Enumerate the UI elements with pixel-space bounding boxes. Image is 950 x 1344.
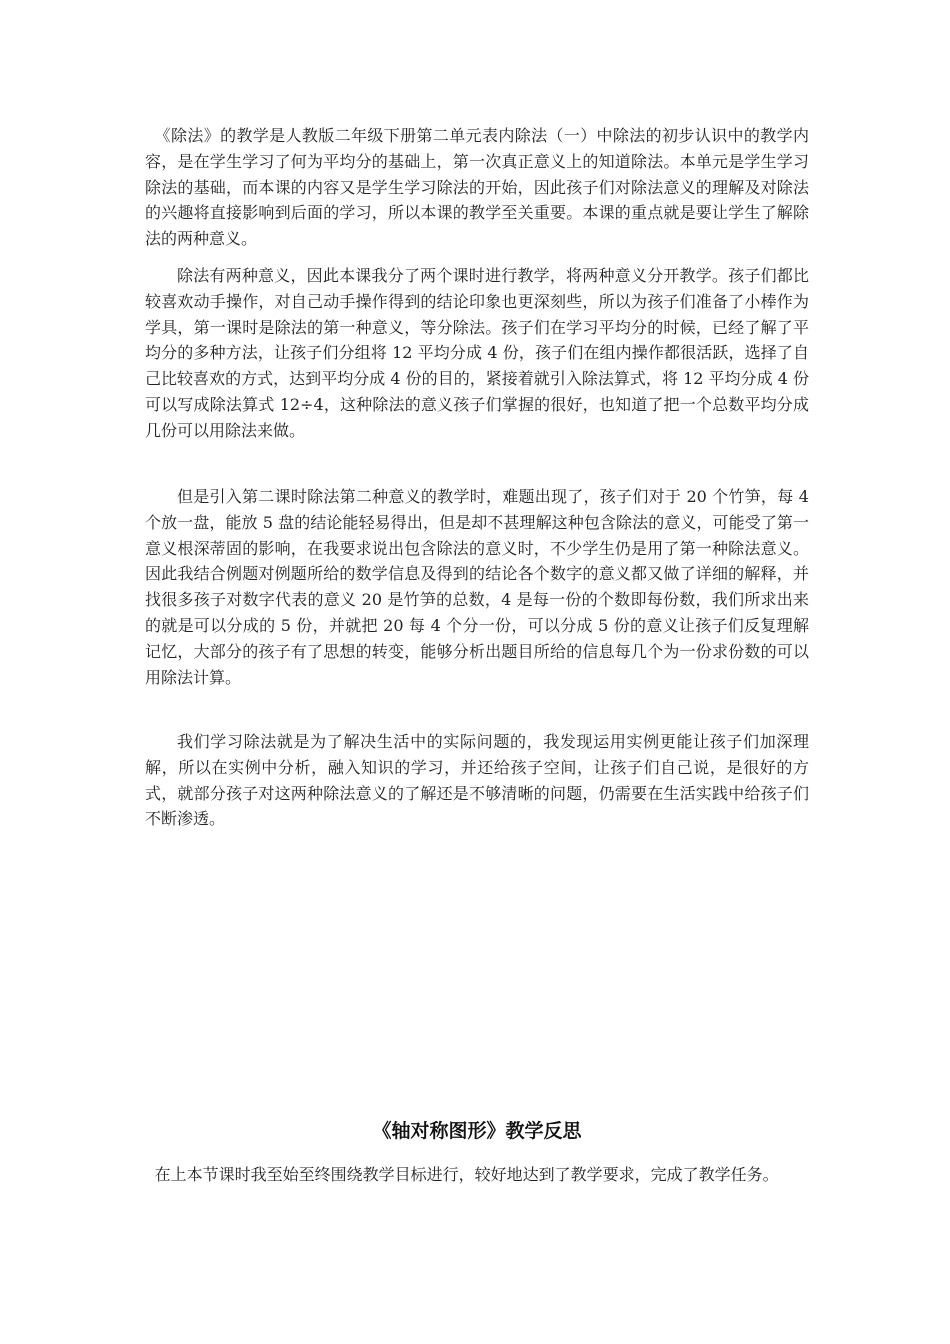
section-paragraph: 在上本节课时我至始至终围绕教学目标进行，较好地达到了教学要求，完成了教学任务。 [154,1165,779,1184]
paragraph-1: 《除法》的教学是人教版二年级下册第二单元表内除法（一）中除法的初步认识中的教学内容，是在学生学习了何为平均分的基础上，第一次真正意义上的知道除法。本单元是学生学习除法的基础，而本课的内容又是学生学习除法的开始，因此孩子们对除法意义的理解及对除法的兴趣将直接影响到后面的学习，所以本课的教学至关重要。本课的重点就是要让学生了解除法的两种意义。 [145,126,809,249]
paragraph-4: 我们学习除法就是为了解决生活中的实际问题的，我发现运用实例更能让孩子们加深理解，所以在实例中分析，融入知识的学习，并还给孩子空间，让孩子们自己说，是很好的方式，就部分孩子对这两种除法意义的了解还是不够清晰的问题，仍需要在生活实践中给孩子们不断渗透。 [145,732,809,829]
paragraph-3: 但是引入第二课时除法第二种意义的教学时，难题出现了，孩子们对于 20 个竹笋，每 4 个放一盘，能放 5 盘的结论能轻易得出，但是却不甚理解这种包含除法的意义，可能受了第一意义根深蒂固的影响，在我要求说出包含除法的意义时，不少学生仍是用了第一种除法意义。因此我结合例题对例题所给的数学信息及得到的结论各个数字的意义都又做了详细的解释，并找很多孩子对数字代表的意义 20 是竹笋的总数，4 是每一份的个数即每份数，我们所求出来的就是可以分成的 5 份，并就把 20 每 4 个分一份，可以分成 5 份的意义让孩子们反复理解记忆，大部分的孩子有了思想的转变，能够分析出题目所给的信息每几个为一份求份数的可以用除法计算。 [145,487,809,687]
paragraph-2: 除法有两种意义，因此本课我分了两个课时进行教学，将两种意义分开教学。孩子们都比较喜欢动手操作，对自己动手操作得到的结论印象也更深刻些，所以为孩子们准备了小棒作为学具，第一课时是除法的第一种意义，等分除法。孩子们在学习平均分的时候，已经了解了平均分的多种方法，让孩子们分组将 12 平均分成 4 份，孩子们在组内操作都很活跃，选择了自己比较喜欢的方式，达到平均分成 4 份的目的，紧接着就引入除法算式，将 12 平均分成 4 份可以写成除法算式 12÷4，这种除法的意义孩子们掌握的很好，也知道了把一个总数平均分成几份可以用除法来做。 [145,266,809,440]
section-title: 《轴对称图形》教学反思 [372,1120,582,1142]
